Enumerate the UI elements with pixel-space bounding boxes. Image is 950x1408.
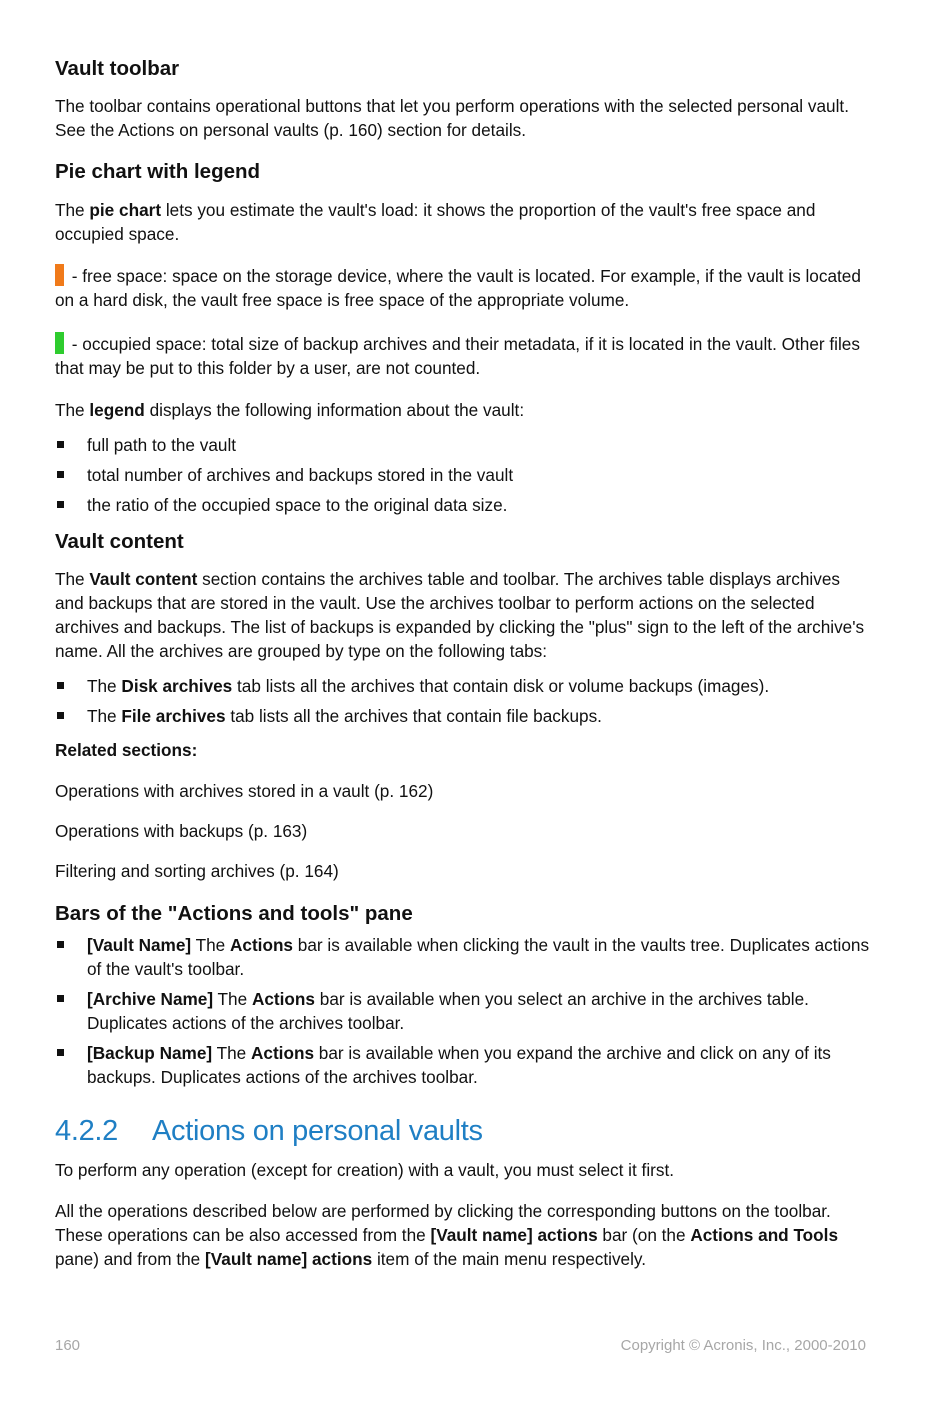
pie-chart-intro: The pie chart lets you estimate the vault's load: it shows the proportion of the vault's free space and occupied space. xyxy=(55,200,816,244)
legend-list xyxy=(55,433,870,517)
vault-content-intro: The Vault content section contains the archives table and toolbar. The archives table displays archives and backups that are stored in the vault. Use the archives toolbar to perform actions on the selected archives and backups. The list of backups is expanded by clicking the "plus" sign to the left of the archive's name. All the archives are grouped by type on the following tabs: xyxy=(55,569,865,661)
bullet-icon xyxy=(57,941,64,948)
occupied-space-swatch xyxy=(55,332,64,354)
occupied-space-description: - occupied space: total size of backup archives and their metadata, if it is located in the vault. Other files that may be put to this folder by a user, are not counted. xyxy=(55,334,860,378)
list-item: The Disk archives tab lists all the archives that contain disk or volume backups (images). xyxy=(55,674,870,698)
section-title: Actions on personal vaults xyxy=(152,1115,483,1147)
list-item: the ratio of the occupied space to the original data size. xyxy=(55,493,870,517)
list-item: [Archive Name] The Actions bar is available when you select an archive in the archives table. Duplicates actions of the archives toolbar. xyxy=(55,987,870,1035)
list-item: [Vault Name] The Actions bar is available when clicking the vault in the vaults tree. Duplicates actions of the vault's toolbar. xyxy=(55,933,870,981)
bullet-icon xyxy=(57,712,64,719)
related-sections-label: Related sections: xyxy=(55,740,198,760)
bullet-icon xyxy=(57,995,64,1002)
section-paragraph-1: To perform any operation (except for creation) with a vault, you must select it first. xyxy=(55,1160,675,1180)
section-number: 4.2.2 xyxy=(55,1115,118,1147)
section-paragraph-2: All the operations described below are performed by clicking the corresponding buttons on the toolbar. These operations can be also accessed from the [Vault name] actions bar (on the Actions and Tools pane) and from the [Vault name] actions item of the main menu respectively. xyxy=(55,1201,839,1269)
pie-chart-heading: Pie chart with legend xyxy=(55,160,261,183)
related-link-backups[interactable]: Operations with backups (p. 163) xyxy=(55,821,308,841)
bullet-icon xyxy=(57,471,64,478)
free-space-swatch xyxy=(55,264,64,286)
related-link-archives[interactable]: Operations with archives stored in a vault (p. 162) xyxy=(55,781,434,801)
bullet-icon xyxy=(57,682,64,689)
vault-toolbar-text: The toolbar contains operational buttons that let you perform operations with the selected personal vault. See the Actions on personal vaults (p. 160) section for details. xyxy=(55,96,849,140)
bullet-icon xyxy=(57,501,64,508)
bars-list xyxy=(55,933,870,1089)
list-item: full path to the vault xyxy=(55,433,870,457)
free-space-description: - free space: space on the storage device, where the vault is located. For example, if the vault is located on a hard disk, the vault free space is free space of the appropriate volume. xyxy=(55,266,861,310)
section-heading xyxy=(55,1114,870,1148)
vault-toolbar-heading: Vault toolbar xyxy=(55,57,180,80)
list-item: The File archives tab lists all the archives that contain file backups. xyxy=(55,704,870,728)
page-number: 160 xyxy=(55,1337,81,1354)
vault-content-heading: Vault content xyxy=(55,530,184,553)
bullet-icon xyxy=(57,1049,64,1056)
copyright-notice: Copyright © Acronis, Inc., 2000-2010 xyxy=(620,1337,866,1354)
bars-heading: Bars of the "Actions and tools" pane xyxy=(55,902,413,925)
archive-tabs-list xyxy=(55,674,870,728)
legend-intro: The legend displays the following information about the vault: xyxy=(55,400,525,420)
related-link-filtering[interactable]: Filtering and sorting archives (p. 164) xyxy=(55,861,339,881)
bullet-icon xyxy=(57,441,64,448)
list-item: [Backup Name] The Actions bar is available when you expand the archive and click on any of its backups. Duplicates actions of the archives toolbar. xyxy=(55,1041,870,1089)
list-item: total number of archives and backups stored in the vault xyxy=(55,463,870,487)
